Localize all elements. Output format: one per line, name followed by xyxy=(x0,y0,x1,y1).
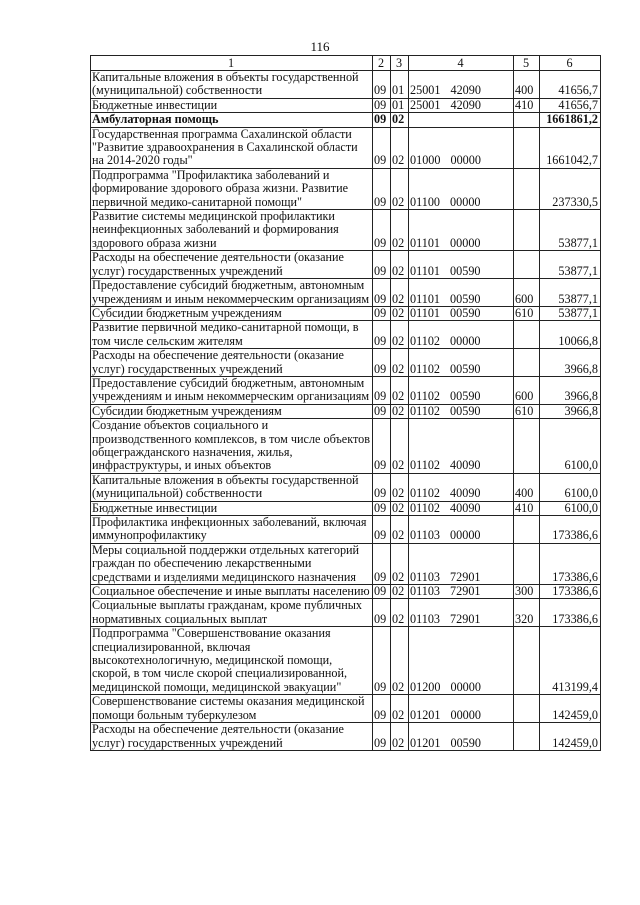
row-name-cell: Расходы на обеспечение деятельности (оказание услуг) государственных учреждений xyxy=(91,349,373,377)
row-amount-cell: 3966,8 xyxy=(540,349,601,377)
target-code-direction: 40090 xyxy=(450,486,481,501)
target-code-program: 01100 xyxy=(410,194,441,209)
row-subsection-cell: 02 xyxy=(391,168,409,209)
table-row xyxy=(91,585,601,599)
target-code-program: 01103 xyxy=(410,611,441,626)
row-expense-type-cell: 600 xyxy=(514,279,540,307)
row-expense-type-cell xyxy=(514,516,540,544)
row-expense-type-cell: 600 xyxy=(514,376,540,404)
row-subsection-cell: 01 xyxy=(391,98,409,112)
row-target-code-cell xyxy=(409,127,514,168)
target-code-program: 25001 xyxy=(410,83,441,98)
row-subsection-cell: 02 xyxy=(391,585,409,599)
row-name-cell: Развитие системы медицинской профилактики неинфекционных заболеваний и формирования здорового образа жизни xyxy=(91,210,373,251)
row-section-cell: 09 xyxy=(373,210,391,251)
target-code-program: 01103 xyxy=(410,528,441,543)
row-subsection-cell: 02 xyxy=(391,723,409,751)
row-section-cell: 09 xyxy=(373,627,391,695)
row-amount-cell: 3966,8 xyxy=(540,404,601,418)
table-row xyxy=(91,501,601,515)
table-row xyxy=(91,516,601,544)
row-subsection-cell: 02 xyxy=(391,321,409,349)
row-section-cell: 09 xyxy=(373,473,391,501)
row-expense-type-cell: 320 xyxy=(514,599,540,627)
row-target-code-cell xyxy=(409,404,514,418)
row-amount-cell: 53877,1 xyxy=(540,210,601,251)
row-expense-type-cell xyxy=(514,168,540,209)
row-name-cell: Социальные выплаты гражданам, кроме публичных нормативных социальных выплат xyxy=(91,599,373,627)
row-section-cell: 09 xyxy=(373,585,391,599)
row-name-cell: Предоставление субсидий бюджетным, автономным учреждениям и иным некоммерческим организациям xyxy=(91,376,373,404)
row-section-cell: 09 xyxy=(373,168,391,209)
row-target-code-cell xyxy=(409,210,514,251)
row-target-code-cell xyxy=(409,723,514,751)
row-expense-type-cell: 610 xyxy=(514,404,540,418)
row-section-cell: 09 xyxy=(373,306,391,320)
table-row xyxy=(91,168,601,209)
row-amount-cell: 142459,0 xyxy=(540,723,601,751)
row-amount-cell: 41656,7 xyxy=(540,98,601,112)
row-amount-cell: 173386,6 xyxy=(540,599,601,627)
row-subsection-cell: 02 xyxy=(391,210,409,251)
target-code-direction: 00590 xyxy=(450,306,481,320)
row-section-cell: 09 xyxy=(373,71,391,99)
row-section-cell: 09 xyxy=(373,349,391,377)
row-amount-cell: 1661861,2 xyxy=(540,113,601,127)
page-number: 116 xyxy=(310,39,330,54)
row-amount-cell: 173386,6 xyxy=(540,543,601,584)
row-name-cell: Расходы на обеспечение деятельности (оказание услуг) государственных учреждений xyxy=(91,251,373,279)
row-target-code-cell xyxy=(409,585,514,599)
header-cell: 2 xyxy=(373,56,391,71)
row-name-cell: Подпрограмма "Профилактика заболеваний и формирование здорового образа жизни. Развитие первичной медико-санитарной помощи" xyxy=(91,168,373,209)
table-row xyxy=(91,599,601,627)
row-name-cell: Бюджетные инвестиции xyxy=(91,501,373,515)
row-amount-cell: 41656,7 xyxy=(540,71,601,99)
row-name-cell: Социальное обеспечение и иные выплаты населению xyxy=(91,585,373,599)
table-row xyxy=(91,127,601,168)
table-row xyxy=(91,695,601,723)
target-code-program: 01102 xyxy=(410,333,441,348)
row-subsection-cell: 02 xyxy=(391,516,409,544)
target-code-direction: 00590 xyxy=(450,361,481,376)
row-section-cell: 09 xyxy=(373,376,391,404)
row-name-cell: Совершенствование системы оказания медицинской помощи больным туберкулезом xyxy=(91,695,373,723)
target-code-program: 01000 xyxy=(410,153,441,168)
target-code-program: 01101 xyxy=(410,235,441,250)
target-code-direction: 00000 xyxy=(450,153,481,168)
row-section-cell: 09 xyxy=(373,723,391,751)
target-code-program: 01102 xyxy=(410,501,441,515)
row-target-code-cell xyxy=(409,599,514,627)
row-expense-type-cell: 400 xyxy=(514,473,540,501)
row-section-cell: 09 xyxy=(373,98,391,112)
target-code-direction: 40090 xyxy=(450,501,481,515)
header-cell: 1 xyxy=(91,56,373,71)
target-code-program: 01101 xyxy=(410,291,441,306)
row-target-code-cell xyxy=(409,516,514,544)
row-section-cell: 09 xyxy=(373,113,391,127)
target-code-program: 01101 xyxy=(410,306,441,320)
row-name-cell: Подпрограмма "Совершенствование оказания специализированной, включая высокотехнологичную, медицинской помощи, скорой, в том числе скорой специализированной, медицинской помощи, медицинской эвакуации" xyxy=(91,627,373,695)
row-expense-type-cell xyxy=(514,251,540,279)
target-code-direction: 00590 xyxy=(450,735,481,750)
row-amount-cell: 10066,8 xyxy=(540,321,601,349)
target-code-program: 01103 xyxy=(410,584,441,599)
row-subsection-cell: 02 xyxy=(391,543,409,584)
row-name-cell: Капитальные вложения в объекты государственной (муниципальной) собственности xyxy=(91,71,373,99)
row-subsection-cell: 02 xyxy=(391,113,409,127)
row-expense-type-cell xyxy=(514,349,540,377)
row-subsection-cell: 02 xyxy=(391,473,409,501)
target-code-direction: 72901 xyxy=(450,584,481,599)
row-name-cell: Создание объектов социального и производственного комплексов, в том числе объектов общегражданского назначения, жилья, инфраструктуры, и иных объектов xyxy=(91,419,373,474)
row-amount-cell: 173386,6 xyxy=(540,516,601,544)
row-name-cell: Субсидии бюджетным учреждениям xyxy=(91,306,373,320)
row-amount-cell: 142459,0 xyxy=(540,695,601,723)
row-subsection-cell: 02 xyxy=(391,127,409,168)
target-code-program: 01102 xyxy=(410,458,441,473)
table-row xyxy=(91,349,601,377)
row-target-code-cell xyxy=(409,543,514,584)
row-target-code-cell xyxy=(409,376,514,404)
row-section-cell: 09 xyxy=(373,127,391,168)
target-code-direction: 00000 xyxy=(450,333,481,348)
target-code-program: 01201 xyxy=(410,735,441,750)
header-cell: 5 xyxy=(514,56,540,71)
row-section-cell: 09 xyxy=(373,501,391,515)
table-row xyxy=(91,723,601,751)
target-code-program: 01101 xyxy=(410,263,441,278)
row-target-code-cell xyxy=(409,501,514,515)
row-subsection-cell: 02 xyxy=(391,376,409,404)
target-code-program: 01103 xyxy=(410,569,441,584)
row-name-cell: Государственная программа Сахалинской области "Развитие здравоохранения в Сахалинской области на 2014-2020 годы" xyxy=(91,127,373,168)
row-target-code-cell xyxy=(409,113,514,127)
row-target-code-cell xyxy=(409,279,514,307)
row-amount-cell: 53877,1 xyxy=(540,279,601,307)
row-amount-cell: 1661042,7 xyxy=(540,127,601,168)
row-section-cell: 09 xyxy=(373,404,391,418)
target-code-program: 01200 xyxy=(410,679,441,694)
row-section-cell: 09 xyxy=(373,251,391,279)
target-code-direction: 00590 xyxy=(450,404,481,418)
header-cell: 3 xyxy=(391,56,409,71)
row-subsection-cell: 02 xyxy=(391,695,409,723)
row-amount-cell: 6100,0 xyxy=(540,501,601,515)
row-name-cell: Бюджетные инвестиции xyxy=(91,98,373,112)
table-row xyxy=(91,210,601,251)
budget-table xyxy=(90,55,601,751)
row-target-code-cell xyxy=(409,627,514,695)
target-code-direction: 00590 xyxy=(450,389,481,404)
table-row xyxy=(91,543,601,584)
target-code-direction: 40090 xyxy=(450,458,481,473)
target-code-direction: 00000 xyxy=(450,707,481,722)
row-target-code-cell xyxy=(409,168,514,209)
header-row xyxy=(91,56,601,71)
target-code-direction: 00590 xyxy=(450,263,481,278)
row-expense-type-cell xyxy=(514,113,540,127)
target-code-direction: 00000 xyxy=(450,528,481,543)
row-expense-type-cell: 400 xyxy=(514,71,540,99)
row-expense-type-cell: 610 xyxy=(514,306,540,320)
row-expense-type-cell xyxy=(514,543,540,584)
table-row xyxy=(91,279,601,307)
row-target-code-cell xyxy=(409,473,514,501)
table-row xyxy=(91,113,601,127)
row-target-code-cell xyxy=(409,419,514,474)
row-section-cell: 09 xyxy=(373,516,391,544)
row-name-cell: Амбулаторная помощь xyxy=(91,113,373,127)
row-expense-type-cell xyxy=(514,210,540,251)
row-amount-cell: 6100,0 xyxy=(540,473,601,501)
row-expense-type-cell xyxy=(514,723,540,751)
row-expense-type-cell: 410 xyxy=(514,501,540,515)
row-expense-type-cell xyxy=(514,321,540,349)
row-section-cell: 09 xyxy=(373,419,391,474)
row-target-code-cell xyxy=(409,98,514,112)
row-subsection-cell: 02 xyxy=(391,349,409,377)
row-expense-type-cell xyxy=(514,627,540,695)
row-section-cell: 09 xyxy=(373,279,391,307)
table-row xyxy=(91,627,601,695)
table-row xyxy=(91,251,601,279)
target-code-direction: 72901 xyxy=(450,611,481,626)
row-subsection-cell: 02 xyxy=(391,279,409,307)
row-target-code-cell xyxy=(409,306,514,320)
row-subsection-cell: 02 xyxy=(391,251,409,279)
row-expense-type-cell xyxy=(514,419,540,474)
header-cell: 6 xyxy=(540,56,601,71)
row-subsection-cell: 02 xyxy=(391,501,409,515)
table-row xyxy=(91,71,601,99)
target-code-direction: 00000 xyxy=(450,235,481,250)
row-expense-type-cell: 300 xyxy=(514,585,540,599)
row-subsection-cell: 02 xyxy=(391,627,409,695)
row-name-cell: Капитальные вложения в объекты государственной (муниципальной) собственности xyxy=(91,473,373,501)
target-code-program: 01201 xyxy=(410,707,441,722)
row-section-cell: 09 xyxy=(373,599,391,627)
row-amount-cell: 53877,1 xyxy=(540,306,601,320)
row-subsection-cell: 02 xyxy=(391,419,409,474)
table-row xyxy=(91,321,601,349)
row-subsection-cell: 02 xyxy=(391,404,409,418)
row-amount-cell: 3966,8 xyxy=(540,376,601,404)
target-code-direction: 42090 xyxy=(450,98,481,112)
row-name-cell: Меры социальной поддержки отдельных категорий граждан по обеспечению лекарственными средствами и изделиями медицинского назначения xyxy=(91,543,373,584)
row-target-code-cell xyxy=(409,251,514,279)
target-code-program: 01102 xyxy=(410,404,441,418)
table-row xyxy=(91,473,601,501)
target-code-direction: 00590 xyxy=(450,291,481,306)
row-expense-type-cell: 410 xyxy=(514,98,540,112)
target-code-direction: 42090 xyxy=(450,83,481,98)
target-code-program: 01102 xyxy=(410,486,441,501)
row-expense-type-cell xyxy=(514,127,540,168)
target-code-direction: 00000 xyxy=(450,679,481,694)
row-amount-cell: 413199,4 xyxy=(540,627,601,695)
table-row xyxy=(91,306,601,320)
table-row xyxy=(91,419,601,474)
row-target-code-cell xyxy=(409,695,514,723)
row-subsection-cell: 02 xyxy=(391,306,409,320)
target-code-program: 25001 xyxy=(410,98,441,112)
row-target-code-cell xyxy=(409,349,514,377)
row-name-cell: Расходы на обеспечение деятельности (оказание услуг) государственных учреждений xyxy=(91,723,373,751)
table-row xyxy=(91,404,601,418)
header-cell: 4 xyxy=(409,56,514,71)
row-name-cell: Субсидии бюджетным учреждениям xyxy=(91,404,373,418)
target-code-direction: 00000 xyxy=(450,194,481,209)
target-code-program: 01102 xyxy=(410,361,441,376)
row-amount-cell: 173386,6 xyxy=(540,585,601,599)
target-code-direction: 72901 xyxy=(450,569,481,584)
row-amount-cell: 53877,1 xyxy=(540,251,601,279)
table-body xyxy=(91,56,601,751)
row-amount-cell: 237330,5 xyxy=(540,168,601,209)
row-expense-type-cell xyxy=(514,695,540,723)
row-section-cell: 09 xyxy=(373,321,391,349)
table-row xyxy=(91,98,601,112)
row-target-code-cell xyxy=(409,321,514,349)
row-target-code-cell xyxy=(409,71,514,99)
row-subsection-cell: 02 xyxy=(391,599,409,627)
row-name-cell: Предоставление субсидий бюджетным, автономным учреждениям и иным некоммерческим организациям xyxy=(91,279,373,307)
row-section-cell: 09 xyxy=(373,695,391,723)
row-section-cell: 09 xyxy=(373,543,391,584)
table-row xyxy=(91,376,601,404)
row-name-cell: Развитие первичной медико-санитарной помощи, в том числе сельским жителям xyxy=(91,321,373,349)
row-amount-cell: 6100,0 xyxy=(540,419,601,474)
row-subsection-cell: 01 xyxy=(391,71,409,99)
row-name-cell: Профилактика инфекционных заболеваний, включая иммунопрофилактику xyxy=(91,516,373,544)
target-code-program: 01102 xyxy=(410,389,441,404)
